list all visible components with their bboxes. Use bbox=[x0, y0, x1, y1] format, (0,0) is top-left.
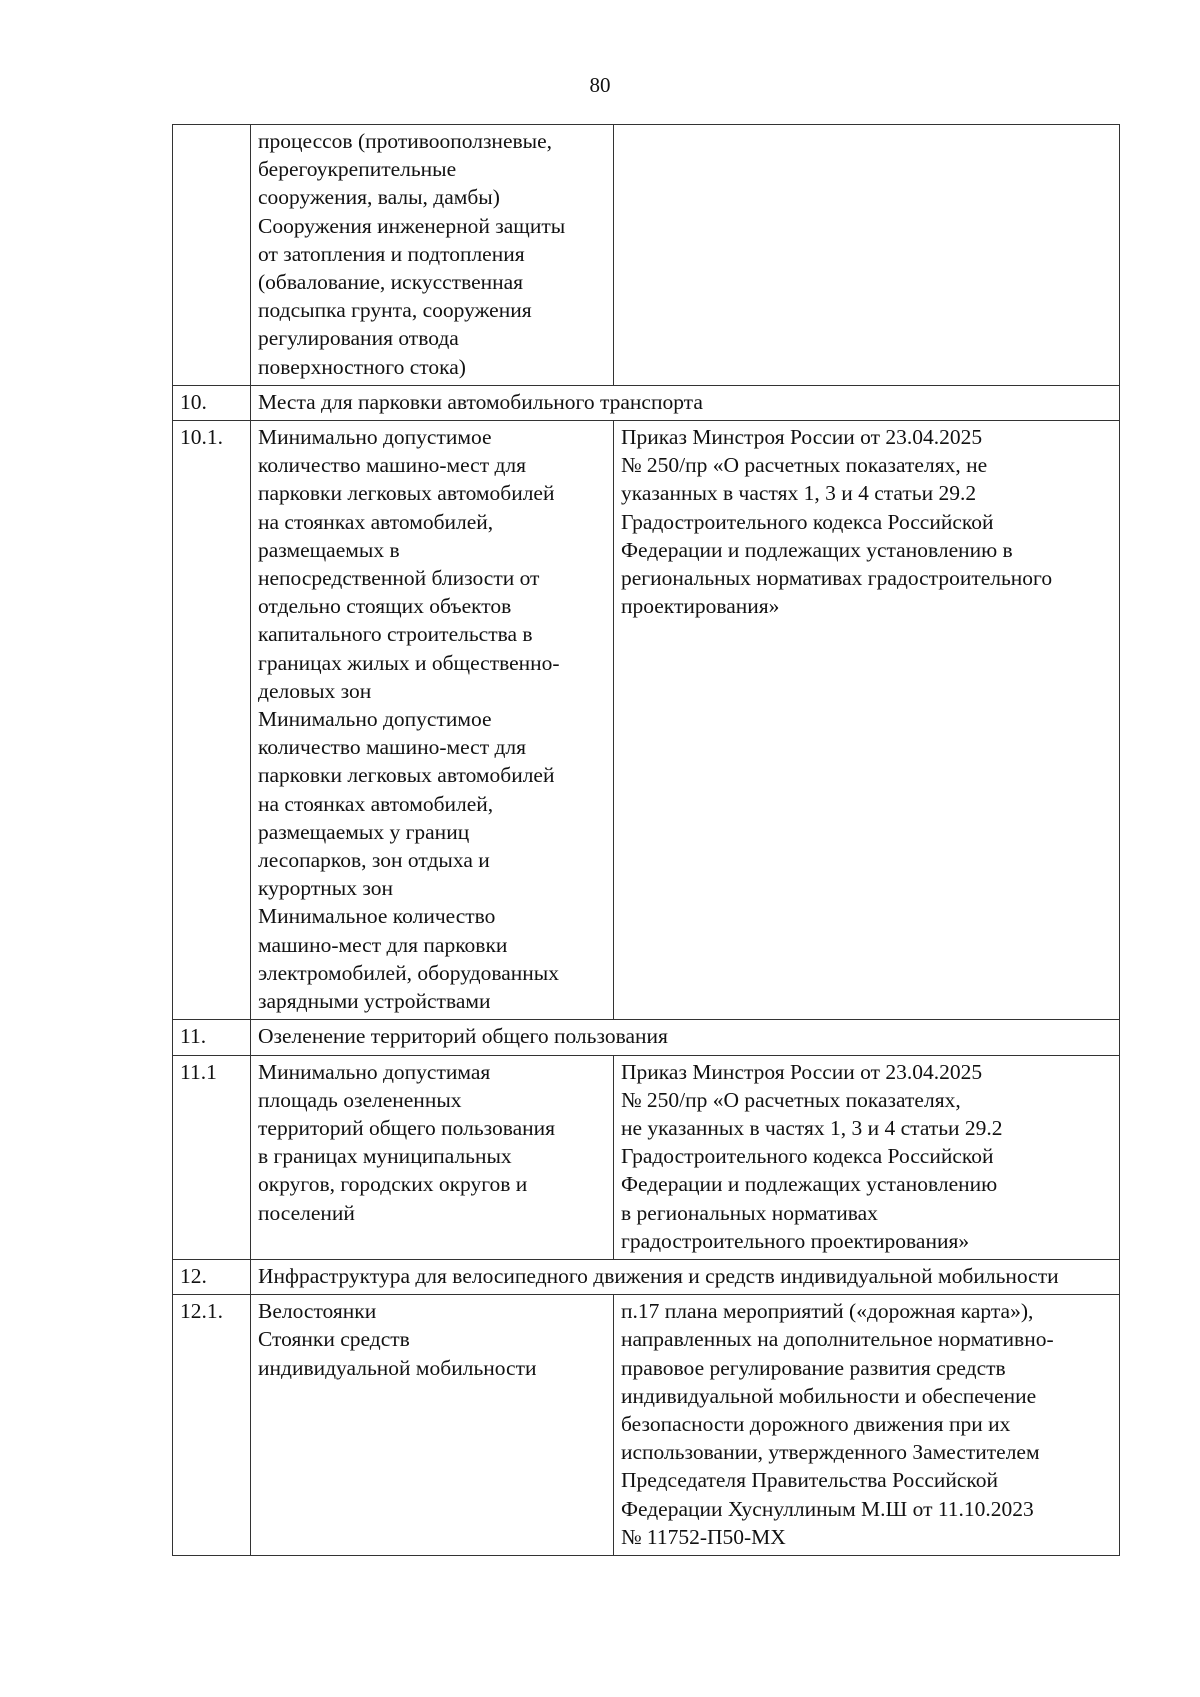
normative-document-line: Приказ Минстроя России от 23.04.2025 bbox=[621, 425, 983, 450]
page-number: 80 bbox=[589, 73, 611, 97]
section-title: Инфраструктура для велосипедного движения и средств индивидуальной мобильности bbox=[258, 1263, 1059, 1288]
indicator-name-line: от затопления и подтопления bbox=[258, 241, 525, 266]
indicator-name-line: размещаемых у границ bbox=[258, 819, 470, 844]
indicator-name-line: количество машино-мест для bbox=[258, 453, 527, 478]
indicator-name-line: подсыпка грунта, сооружения bbox=[258, 298, 532, 323]
row-number: 11.1 bbox=[180, 1059, 217, 1084]
normative-document-line: Градостроительного кодекса Российской bbox=[621, 509, 994, 534]
indicator-name-line: Велостоянки bbox=[258, 1299, 377, 1324]
normative-document-line: № 250/пр «О расчетных показателях, bbox=[621, 1087, 961, 1112]
indicator-name-line: на стоянках автомобилей, bbox=[258, 791, 494, 816]
normative-document-line: Федерации и подлежащих установлению в bbox=[621, 537, 1013, 562]
indicator-name-line: курортных зон bbox=[258, 876, 393, 901]
indicator-name-line: округов, городских округов и bbox=[258, 1172, 528, 1197]
row-number: 12.1. bbox=[180, 1299, 223, 1324]
section-title: Места для парковки автомобильного транспорта bbox=[258, 389, 703, 414]
indicator-name-line: поверхностного стока) bbox=[258, 354, 466, 379]
normative-document-line: правовое регулирование развития средств bbox=[621, 1355, 1006, 1380]
row-number: 12. bbox=[180, 1263, 207, 1288]
indicator-name-line: Сооружения инженерной защиты bbox=[258, 213, 566, 238]
indicator-name-line: на стоянках автомобилей, bbox=[258, 509, 494, 534]
normative-document-cell bbox=[614, 125, 1120, 386]
indicator-name-line: Минимальное количество bbox=[258, 904, 496, 929]
section-title-cell bbox=[251, 1020, 1120, 1055]
section-row bbox=[173, 1020, 1120, 1055]
row-number: 10. bbox=[180, 389, 207, 414]
indicator-name-cell bbox=[251, 1295, 614, 1556]
section-title-cell bbox=[251, 385, 1120, 420]
indicator-name-line: Минимально допустимое bbox=[258, 707, 492, 732]
indicator-name-line: зарядными устройствами bbox=[258, 989, 491, 1014]
indicator-name-line: регулирования отвода bbox=[258, 326, 459, 351]
indicator-name-cell bbox=[251, 125, 614, 386]
row-number-cell bbox=[173, 1020, 251, 1055]
normative-document-line: Градостроительного кодекса Российской bbox=[621, 1144, 994, 1169]
row-number-cell bbox=[173, 1259, 251, 1294]
indicator-name-line: индивидуальной мобильности bbox=[258, 1355, 537, 1380]
row-number-cell bbox=[173, 421, 251, 1020]
table-row bbox=[173, 125, 1120, 386]
normative-document-line: № 250/пр «О расчетных показателях, не bbox=[621, 453, 988, 478]
indicator-name-line: машино-мест для парковки bbox=[258, 932, 508, 957]
table-row bbox=[173, 1055, 1120, 1259]
table-row bbox=[173, 421, 1120, 1020]
row-number-cell bbox=[173, 1295, 251, 1556]
normative-document-line: направленных на дополнительное нормативно- bbox=[621, 1327, 1054, 1352]
indicator-name-line: электромобилей, оборудованных bbox=[258, 960, 559, 985]
indicator-name-line: размещаемых в bbox=[258, 537, 400, 562]
indicator-name-line: деловых зон bbox=[258, 678, 372, 703]
normative-document-cell bbox=[614, 421, 1120, 1020]
indicator-name-line: территорий общего пользования bbox=[258, 1115, 556, 1140]
normative-document-line: градостроительного проектирования» bbox=[621, 1228, 970, 1253]
indicator-name-line: количество машино-мест для bbox=[258, 735, 527, 760]
table-body bbox=[173, 125, 1120, 1556]
indicator-name-line: берегоукрепительные bbox=[258, 157, 457, 182]
indicator-name-cell bbox=[251, 421, 614, 1020]
norms-table bbox=[172, 124, 1120, 1556]
indicator-name-line: Стоянки средств bbox=[258, 1327, 410, 1352]
row-number: 10.1. bbox=[180, 425, 223, 450]
normative-document-line: безопасности дорожного движения при их bbox=[621, 1411, 1011, 1436]
row-number-cell bbox=[173, 125, 251, 386]
table-row bbox=[173, 1295, 1120, 1556]
indicator-name-line: лесопарков, зон отдыха и bbox=[258, 848, 490, 873]
normative-document-line: не указанных в частях 1, 3 и 4 статьи 29.2 bbox=[621, 1115, 1003, 1140]
indicator-name-line: отдельно стоящих объектов bbox=[258, 594, 512, 619]
row-number-cell bbox=[173, 385, 251, 420]
normative-document-line: Федерации и подлежащих установлению bbox=[621, 1172, 998, 1197]
indicator-name-line: парковки легковых автомобилей bbox=[258, 763, 555, 788]
indicator-name-line: площадь озелененных bbox=[258, 1087, 462, 1112]
normative-document-line: № 11752-П50-МХ bbox=[621, 1524, 786, 1549]
indicator-name-cell bbox=[251, 1055, 614, 1259]
row-number-cell bbox=[173, 1055, 251, 1259]
normative-document-line: использовании, утвержденного Заместителем bbox=[621, 1440, 1040, 1465]
normative-document-cell bbox=[614, 1055, 1120, 1259]
indicator-name-line: парковки легковых автомобилей bbox=[258, 481, 555, 506]
normative-document-line: индивидуальной мобильности и обеспечение bbox=[621, 1383, 1037, 1408]
indicator-name-line: границах жилых и общественно- bbox=[258, 650, 560, 675]
normative-document-line: проектирования» bbox=[621, 594, 780, 619]
normative-document-line: в региональных нормативах bbox=[621, 1200, 878, 1225]
indicator-name-line: Минимально допустимое bbox=[258, 425, 492, 450]
indicator-name-line: в границах муниципальных bbox=[258, 1144, 512, 1169]
normative-document-line: региональных нормативах градостроительного bbox=[621, 566, 1053, 591]
indicator-name-line: (обвалование, искусственная bbox=[258, 270, 524, 295]
indicator-name-line: Минимально допустимая bbox=[258, 1059, 491, 1084]
section-row bbox=[173, 385, 1120, 420]
normative-document-line: Приказ Минстроя России от 23.04.2025 bbox=[621, 1059, 983, 1084]
indicator-name-line: капитального строительства в bbox=[258, 622, 533, 647]
normative-document-line: указанных в частях 1, 3 и 4 статьи 29.2 bbox=[621, 481, 977, 506]
normative-document-line: Федерации Хуснуллиным М.Ш от 11.10.2023 bbox=[621, 1496, 1034, 1521]
section-title: Озеленение территорий общего пользования bbox=[258, 1024, 668, 1049]
normative-document-line: Председателя Правительства Российской bbox=[621, 1468, 999, 1493]
indicator-name-line: непосредственной близости от bbox=[258, 566, 540, 591]
normative-document-line: п.17 плана мероприятий («дорожная карта»), bbox=[621, 1299, 1034, 1324]
indicator-name-line: процессов (противооползневые, bbox=[258, 129, 552, 153]
section-title-cell bbox=[251, 1259, 1120, 1294]
section-row bbox=[173, 1259, 1120, 1294]
row-number: 11. bbox=[180, 1024, 207, 1049]
indicator-name-line: сооружения, валы, дамбы) bbox=[258, 185, 500, 210]
indicator-name-line: поселений bbox=[258, 1200, 355, 1225]
normative-document-cell bbox=[614, 1295, 1120, 1556]
